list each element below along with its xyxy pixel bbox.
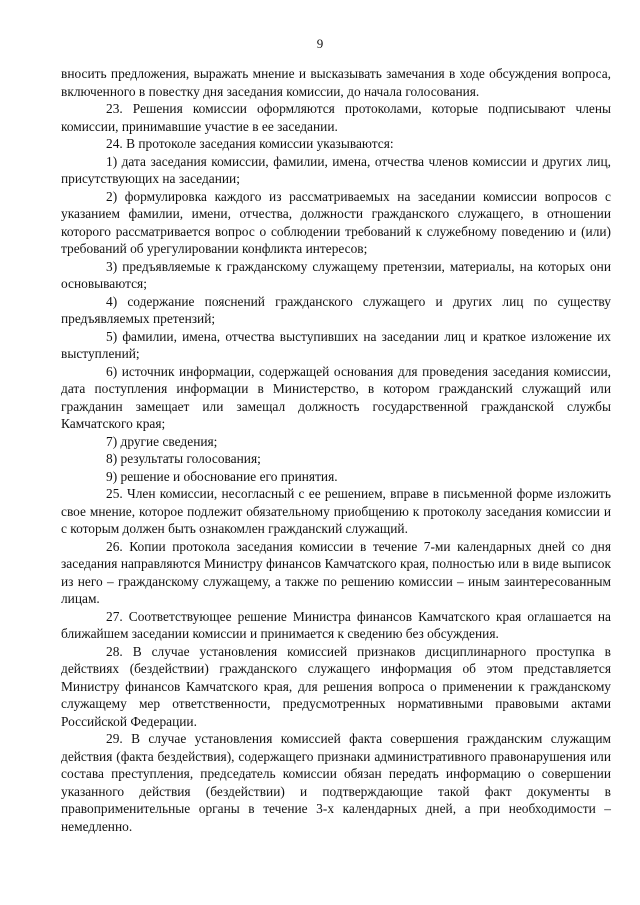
document-body (61, 65, 611, 835)
list-item-24-2: 2) формулировка каждого из рассматриваемых на заседании комиссии вопросов с указанием фамилии, имени, отчества, должности гражданского служащего, в отношении которого рассматривается вопрос о соблюдении требований к служебному поведению и (или) требований об урегулировании конфликта интересов; (61, 188, 611, 256)
paragraph-26: 26. Копии протокола заседания комиссии в течение 7-ми календарных дней со дня заседания направляются Министру финансов Камчатского края, полностью или в виде выписок из него – гражданскому служащему, а также по решению комиссии – иным заинтересованным лицам. (61, 538, 611, 606)
page-number: 9 (316, 36, 324, 51)
list-item-24-9: 9) решение и обоснование его принятия. (106, 468, 338, 484)
list-item-24-3: 3) предъявляемые к гражданскому служащему претензии, материалы, на которых они основываются; (61, 258, 611, 291)
list-item-24-6: 6) источник информации, содержащей основания для проведения заседания комиссии, дата поступления информации в Министерство, в котором гражданский служащий или гражданин замещает или замещал должность государственной гражданской службы Камчатского края; (61, 363, 611, 431)
paragraph-24: 24. В протоколе заседания комиссии указываются: (106, 136, 394, 151)
paragraph-28: 28. В случае установления комиссией признаков дисциплинарного проступка в действиях (бездействии) гражданского служащего информация об этом представляется Министру финансов Камчатского края, для решения вопроса о применении к гражданскому служащему мер ответственности, предусмотренных нормативными правовыми актами Российской Федерации. (61, 643, 611, 729)
paragraph-27: 27. Соответствующее решение Министра финансов Камчатского края оглашается на ближайшем заседании комиссии и принимается к сведению без обсуждения. (61, 608, 611, 641)
paragraph-continuation: вносить предложения, выражать мнение и высказывать замечания в ходе обсуждения вопроса, включенного в повестку дня заседания комиссии, до начала голосования. (61, 66, 611, 99)
paragraph-29: 29. В случае установления комиссией факта совершения гражданским служащим действия (факта бездействия), содержащего признаки административного правонарушения или состава преступления, председатель комиссии обязан передать информацию о совершении указанного действия (бездействии) и подтверждающие такой факт документы в правоприменительные органы в течение 3-х календарных дней, а при необходимости – немедленно. (61, 731, 611, 834)
list-item-24-8: 8) результаты голосования; (106, 451, 261, 466)
paragraph-23: 23. Решения комиссии оформляются протоколами, которые подписывают члены комиссии, принимавшие участие в ее заседании. (61, 101, 611, 134)
list-item-24-1: 1) дата заседания комиссии, фамилии, имена, отчества членов комиссии и других лиц, присутствующих на заседании; (61, 153, 611, 186)
list-item-24-7: 7) другие сведения; (106, 433, 218, 449)
list-item-24-5: 5) фамилии, имена, отчества выступивших на заседании лиц и краткое изложение их выступлений; (61, 328, 611, 361)
paragraph-25: 25. Член комиссии, несогласный с ее решением, вправе в письменной форме изложить свое мнение, которое подлежит обязательному приобщению к протоколу заседания комиссии и с которым должен быть ознакомлен гражданский служащий. (61, 486, 611, 536)
list-item-24-4: 4) содержание пояснений гражданского служащего и других лиц по существу предъявляемых претензий; (61, 293, 611, 326)
